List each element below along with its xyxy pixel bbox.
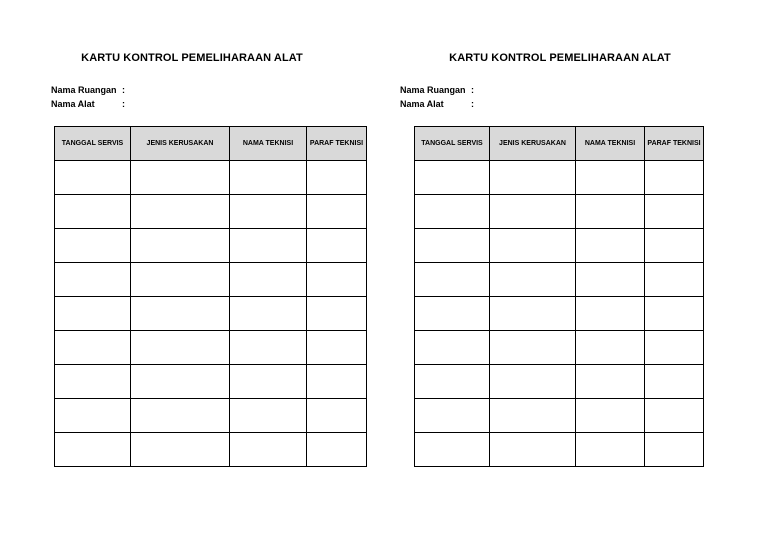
table-cell[interactable] <box>576 297 645 331</box>
table-cell[interactable] <box>415 161 490 195</box>
table-cell[interactable] <box>131 365 230 399</box>
field-label: Nama Ruangan <box>400 85 466 95</box>
table-cell[interactable] <box>415 263 490 297</box>
table-row <box>55 365 367 399</box>
table-cell[interactable] <box>645 365 704 399</box>
table-cell[interactable] <box>645 195 704 229</box>
table-cell[interactable] <box>131 433 230 467</box>
table-cell[interactable] <box>415 331 490 365</box>
table-cell[interactable] <box>230 331 307 365</box>
table-cell[interactable] <box>230 399 307 433</box>
table-cell[interactable] <box>230 297 307 331</box>
table-cell[interactable] <box>576 331 645 365</box>
table-cell[interactable] <box>131 195 230 229</box>
table-cell[interactable] <box>490 195 576 229</box>
table-cell[interactable] <box>415 195 490 229</box>
table-row <box>415 161 704 195</box>
table-cell[interactable] <box>55 297 131 331</box>
field-room-name <box>400 83 474 97</box>
table-cell[interactable] <box>490 365 576 399</box>
table-cell[interactable] <box>576 433 645 467</box>
table-header-row <box>55 127 367 161</box>
field-separator: : <box>122 99 125 109</box>
table-row <box>415 263 704 297</box>
table-cell[interactable] <box>55 331 131 365</box>
table-cell[interactable] <box>131 161 230 195</box>
table-body <box>55 161 367 467</box>
table-cell[interactable] <box>645 297 704 331</box>
table-row <box>55 433 367 467</box>
table-cell[interactable] <box>576 161 645 195</box>
field-room-name <box>51 83 125 97</box>
table-cell[interactable] <box>230 229 307 263</box>
card-title: KARTU KONTROL PEMELIHARAAN ALAT <box>81 52 303 64</box>
table-row <box>415 399 704 433</box>
card-title: KARTU KONTROL PEMELIHARAAN ALAT <box>449 52 671 64</box>
table-row <box>415 331 704 365</box>
table-cell[interactable] <box>645 331 704 365</box>
field-label: Nama Alat <box>51 99 95 109</box>
table-cell[interactable] <box>131 297 230 331</box>
table-cell[interactable] <box>307 433 367 467</box>
table-cell[interactable] <box>55 229 131 263</box>
field-tool-name <box>400 97 474 111</box>
table-cell[interactable] <box>490 263 576 297</box>
table-cell[interactable] <box>131 399 230 433</box>
column-header-service-date: TANGGAL SERVIS <box>415 127 490 161</box>
maintenance-table <box>414 126 704 467</box>
table-cell[interactable] <box>415 433 490 467</box>
table-cell[interactable] <box>230 433 307 467</box>
table-cell[interactable] <box>490 297 576 331</box>
table-cell[interactable] <box>230 161 307 195</box>
table-cell[interactable] <box>55 365 131 399</box>
table-cell[interactable] <box>131 229 230 263</box>
table-cell[interactable] <box>131 263 230 297</box>
table-cell[interactable] <box>230 365 307 399</box>
table-cell[interactable] <box>131 331 230 365</box>
table-cell[interactable] <box>55 161 131 195</box>
table-cell[interactable] <box>576 229 645 263</box>
table-cell[interactable] <box>307 365 367 399</box>
field-label: Nama Alat <box>400 99 444 109</box>
table-cell[interactable] <box>576 365 645 399</box>
table-cell[interactable] <box>55 399 131 433</box>
field-separator: : <box>471 99 474 109</box>
table-cell[interactable] <box>415 365 490 399</box>
table-cell[interactable] <box>576 399 645 433</box>
maintenance-table <box>54 126 367 467</box>
table-row <box>55 229 367 263</box>
column-header-service-date: TANGGAL SERVIS <box>55 127 131 161</box>
table-cell[interactable] <box>645 433 704 467</box>
table-cell[interactable] <box>645 399 704 433</box>
table-cell[interactable] <box>230 195 307 229</box>
table-cell[interactable] <box>307 229 367 263</box>
table-cell[interactable] <box>307 331 367 365</box>
table-cell[interactable] <box>415 229 490 263</box>
table-cell[interactable] <box>645 263 704 297</box>
table-cell[interactable] <box>230 263 307 297</box>
table-cell[interactable] <box>415 399 490 433</box>
table-row <box>415 433 704 467</box>
table-cell[interactable] <box>490 161 576 195</box>
table-cell[interactable] <box>490 433 576 467</box>
table-cell[interactable] <box>645 229 704 263</box>
column-header-technician-signature: PARAF TEKNISI <box>307 127 367 161</box>
table-row <box>415 365 704 399</box>
column-header-damage-type: JENIS KERUSAKAN <box>490 127 576 161</box>
card-meta <box>400 83 474 111</box>
table-cell[interactable] <box>307 161 367 195</box>
table-cell[interactable] <box>55 263 131 297</box>
table-cell[interactable] <box>307 399 367 433</box>
table-row <box>55 161 367 195</box>
table-body <box>415 161 704 467</box>
column-header-damage-type: JENIS KERUSAKAN <box>131 127 230 161</box>
table-row <box>55 399 367 433</box>
table-cell[interactable] <box>490 399 576 433</box>
table-cell[interactable] <box>490 331 576 365</box>
table-cell[interactable] <box>645 161 704 195</box>
table-cell[interactable] <box>576 195 645 229</box>
table-cell[interactable] <box>576 263 645 297</box>
field-separator: : <box>471 85 474 95</box>
table-cell[interactable] <box>55 433 131 467</box>
column-header-technician-signature: PARAF TEKNISI <box>645 127 704 161</box>
column-header-technician-name: NAMA TEKNISI <box>576 127 645 161</box>
table-cell[interactable] <box>490 229 576 263</box>
table-cell[interactable] <box>307 195 367 229</box>
table-row <box>55 331 367 365</box>
table-row <box>55 195 367 229</box>
table-row <box>415 229 704 263</box>
field-separator: : <box>122 85 125 95</box>
table-cell[interactable] <box>307 263 367 297</box>
table-header-row <box>415 127 704 161</box>
card-meta <box>51 83 125 111</box>
field-label: Nama Ruangan <box>51 85 117 95</box>
table-row <box>55 297 367 331</box>
table-cell[interactable] <box>415 297 490 331</box>
column-header-technician-name: NAMA TEKNISI <box>230 127 307 161</box>
table-cell[interactable] <box>55 195 131 229</box>
field-tool-name <box>51 97 125 111</box>
table-row <box>55 263 367 297</box>
table-cell[interactable] <box>307 297 367 331</box>
table-row <box>415 195 704 229</box>
table-row <box>415 297 704 331</box>
